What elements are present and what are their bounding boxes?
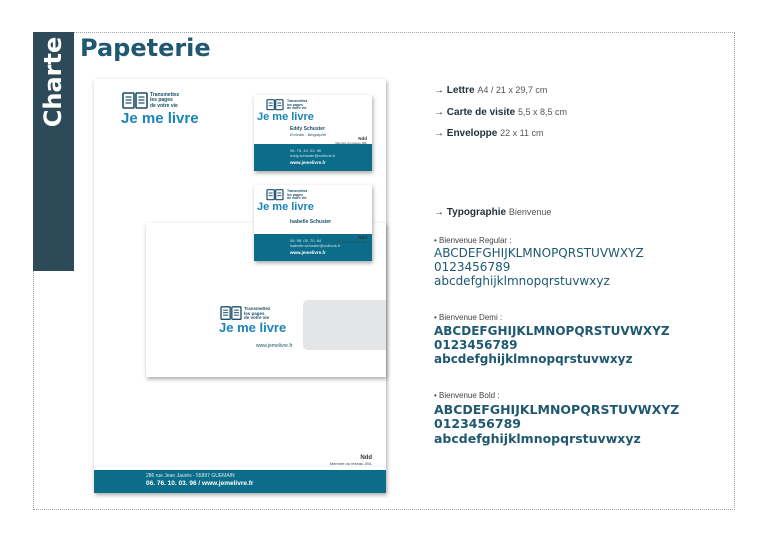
envelope-window — [303, 300, 386, 350]
letter-contact: 06. 76. 10. 03. 96 / www.jemelivre.fr — [146, 480, 254, 487]
business-card-2 — [254, 185, 372, 261]
spec-business-card: → Carte de visite 5,5 x 8,5 cm — [434, 107, 567, 118]
logo-tagline: Transmettez les pages de votre vie — [244, 306, 271, 321]
card-stamp: Ndd Membre du réseau JML — [335, 136, 367, 145]
logo-text: Je me livre — [121, 110, 199, 127]
letter-address: 286 rue Jean Jaurès - 55897 GUEMAIN — [146, 473, 235, 479]
letter-footer — [94, 470, 386, 493]
font-style-regular-label: • Bienvenue Regular : — [434, 236, 512, 245]
letter-logo — [122, 92, 212, 132]
font-style-bold-label: • Bienvenue Bold : — [434, 391, 500, 400]
chapter-title: Charte — [39, 36, 67, 128]
card-email: isabelle.schuster@outlook.fr — [290, 243, 341, 248]
logo-tagline: Transmettez les pages de votre vie — [287, 99, 308, 111]
book-icon — [220, 306, 242, 321]
page-title: Papeterie — [80, 34, 211, 62]
chapter-sidebar — [33, 32, 74, 302]
logo-tagline: Transmettez les pages de votre vie — [287, 189, 308, 201]
arrow-icon: → — [434, 207, 444, 218]
card-website: www.jemelivre.fr — [290, 250, 326, 255]
font-style-demi-label: • Bienvenue Demi : — [434, 313, 503, 322]
arrow-icon: → — [434, 107, 444, 118]
book-icon — [122, 92, 148, 110]
logo-tagline: Transmettez les pages de votre vie — [150, 92, 180, 109]
card-website: www.jemelivre.fr — [290, 160, 326, 165]
spec-letter: → Lettre A4 / 21 x 29,7 cm — [434, 85, 548, 96]
spec-envelope: → Enveloppe 22 x 11 cm — [434, 128, 544, 139]
card-phone: 06. 76. 10. 03. 96 — [290, 148, 322, 153]
arrow-icon: → — [434, 85, 444, 96]
book-icon — [266, 99, 284, 111]
logo-text: Je me livre — [219, 320, 287, 335]
logo-text: Je me livre — [257, 201, 314, 213]
arrow-icon: → — [434, 128, 444, 139]
card-band — [254, 136, 372, 171]
card-stamp: Ndd Membre du réseau JML — [335, 235, 367, 244]
card-band — [254, 234, 372, 261]
chapter-number: 3 — [45, 274, 62, 302]
envelope-logo — [220, 306, 310, 346]
card-role: Ecrivain - Biographe — [290, 132, 327, 137]
font-sample-demi: ABCDEFGHIJKLMNOPQRSTUVWXYZ 0123456789 abcdefghijklmnopqrstuvwxyz — [434, 324, 670, 366]
card-name: Eddy Schuster — [290, 126, 326, 132]
card-logo — [257, 189, 346, 219]
card-logo — [257, 99, 346, 129]
book-icon — [266, 189, 284, 201]
font-sample-regular: ABCDEFGHIJKLMNOPQRSTUVWXYZ 0123456789 abcdefghijklmnopqrstuvwxyz — [434, 246, 644, 288]
envelope-website: www.jemelivre.fr — [256, 343, 293, 349]
logo-text: Je me livre — [257, 111, 314, 123]
letter-stamp: Ndd Membre du réseau JML — [329, 455, 372, 466]
card-phone: 06. 98. 05. 70. 64 — [290, 238, 322, 243]
card-email: eddy.schuster@outlook.fr — [290, 153, 336, 158]
spec-typography: → Typographie Bienvenue — [434, 207, 552, 218]
card-name: Isabelle Schuster — [290, 219, 332, 225]
business-card-1 — [254, 95, 372, 171]
font-sample-bold: ABCDEFGHIJKLMNOPQRSTUVWXYZ 0123456789 abcdefghijklmnopqrstuvwxyz — [434, 402, 680, 446]
